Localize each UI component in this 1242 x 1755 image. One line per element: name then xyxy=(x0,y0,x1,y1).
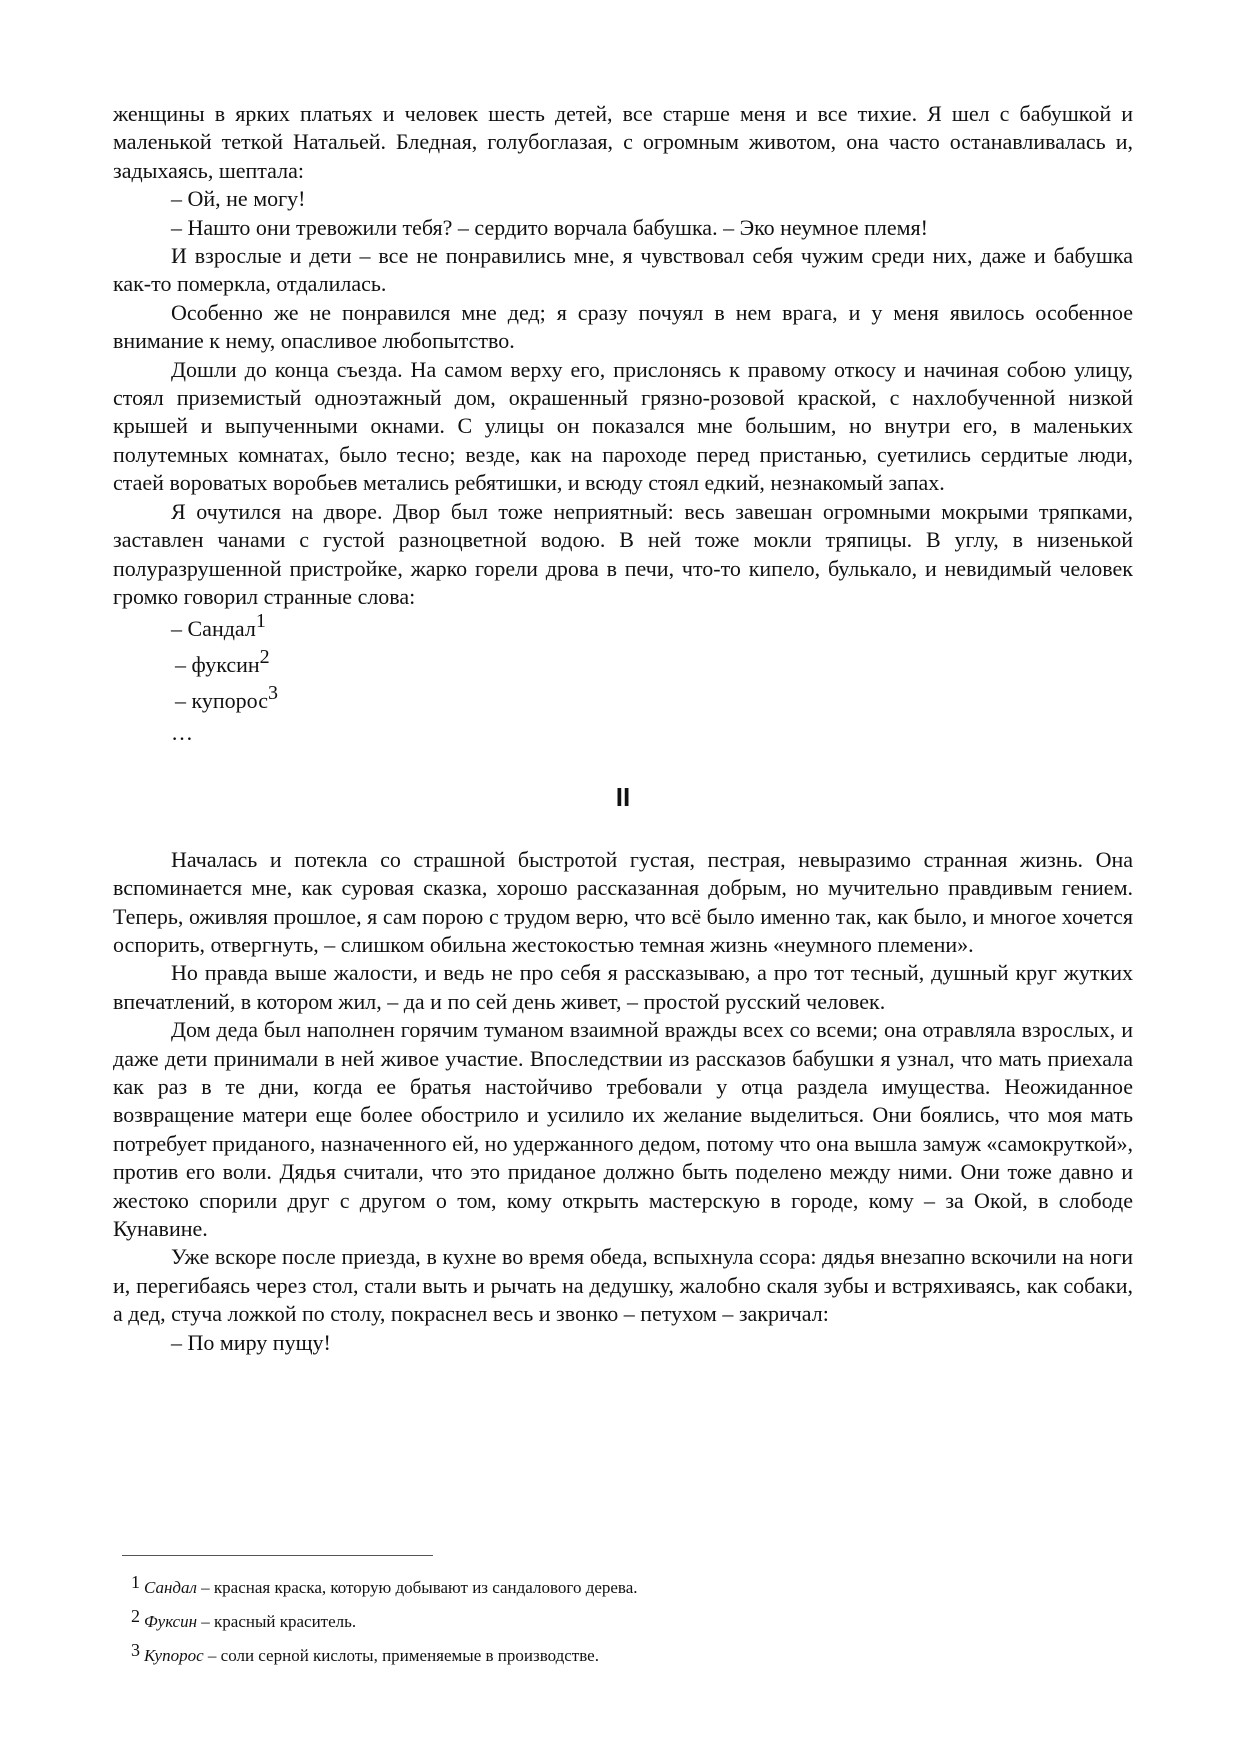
paragraph-truth-above-pity: Но правда выше жалости, и ведь не про себя я рассказываю, а про тот тесный, душный круг жутких впечатлений, в котором жил, – да и по сей день живет, – простой русский человек. xyxy=(113,960,1133,1014)
paragraph-quarrel: Уже вскоре после приезда, в кухне во время обеда, вспыхнула ссора: дядья внезапно вскочили на ноги и, перегибаясь через стол, стали выть и рычать на дедушку, жалобно скаля зубы и встряхиваясь, как собаки, а дед, стуча ложкой по столу, покраснел весь и звонко – петухом – закричал: xyxy=(113,1244,1133,1327)
footnote-term: Сандал xyxy=(144,1578,197,1597)
paragraph-house: Дошли до конца съезда. На самом верху его, прислонясь к правому откосу и начиная собою улицу, стоял приземистый одноэтажный дом, окрашенный грязно-розовой краской, с нахлобученной низкой крышей и выпученными окнами. С улицы он показался мне большим, но внутри его, в маленьких полутемных комнатах, было тесно; везде, как на пароходе перед пристанью, суетились сердитые люди, стаей вороватых воробьев метались ребятишки, и всюду стоял едкий, незнакомый запах. xyxy=(113,356,1133,496)
footnote-1 xyxy=(113,1568,1133,1602)
footnote-ref-2[interactable]: 2 xyxy=(259,646,270,669)
footnote-number: 1 xyxy=(131,1572,140,1592)
word-fuksin xyxy=(113,647,1133,683)
footnotes xyxy=(113,1555,1133,1670)
footnote-number: 3 xyxy=(131,1640,140,1660)
paragraph-yard: Я очутился на дворе. Двор был тоже неприятный: весь завешан огромными мокрыми тряпками, заставлен чанами с густой разноцветной водою. В ней тоже мокли тряпицы. В углу, в низенькой полуразрушенной пристройке, жарко горели дрова в печи, что-то кипело, булькало, и невидимый человек громко говорил странные слова: xyxy=(113,498,1133,609)
chapter-heading: II xyxy=(615,781,631,812)
main-text xyxy=(113,100,1133,1357)
footnote-ref-3[interactable]: 3 xyxy=(267,682,278,705)
ellipsis: … xyxy=(171,720,193,746)
footnote-number: 2 xyxy=(131,1606,140,1626)
footnote-3 xyxy=(113,1636,1133,1670)
footnote-text: – соли серной кислоты, применяемые в производстве. xyxy=(203,1646,599,1665)
paragraph-women-children: женщины в ярких платьях и человек шесть детей, все старше меня и все тихие. Я шел с бабушкой и маленькой теткой Натальей. Бледная, голубоглазая, с огромным животом, она часто останавливалась и, задыхаясь, шептала: xyxy=(113,101,1133,183)
paragraph-grandfather: Особенно же не понравился мне дед; я сразу почуял в нем врага, и у меня явилось особенное внимание к нему, опасливое любопытство. xyxy=(113,299,1133,354)
footnote-divider xyxy=(122,1555,433,1556)
paragraph-life-began: Началась и потекла со страшной быстротой густая, пестрая, невыразимо странная жизнь. Она вспоминается мне, как суровая сказка, хорошо рассказанная добрым, но мучительно правдивым гением. Теперь, оживляя прошлое, я сам порою с трудом верю, что всё было именно так, как было, и многое хочется оспорить, отвергнуть, – слишком обильна жестокостью темная жизнь «неумного племени». xyxy=(113,846,1133,957)
word-sandal xyxy=(113,611,1133,647)
word-kuporos xyxy=(113,683,1133,719)
dialogue-grandmother-grumbling: – Нашто они тревожили тебя? – сердито ворчала бабушка. – Эко неумное племя! xyxy=(171,214,928,240)
paragraph-adults-and-children: И взрослые и дети – все не понравились мне, я чувствовал себя чужим среди них, даже и бабушка как-то померкла, отдалилась. xyxy=(113,243,1133,297)
footnote-text: – красный краситель. xyxy=(197,1612,357,1631)
footnote-2 xyxy=(113,1602,1133,1636)
word-kuporos-text: – купорос xyxy=(175,688,268,714)
footnote-text: – красная краска, которую добывают из сандалового дерева. xyxy=(196,1578,638,1597)
word-fuksin-text: – фуксин xyxy=(175,652,260,678)
footnote-ref-1[interactable]: 1 xyxy=(255,610,266,633)
footnote-term: Фуксин xyxy=(144,1612,198,1631)
footnote-term: Купорос xyxy=(144,1646,204,1665)
dialogue-oi-ne-mogu: – Ой, не могу! xyxy=(171,186,306,212)
dialogue-po-miru-pushchu: – По миру пущу! xyxy=(171,1329,331,1355)
paragraph-grandfather-house: Дом деда был наполнен горячим туманом взаимной вражды всех со всеми; она отравляла взрослых, и даже дети принимали в ней живое участие. Впоследствии из рассказов бабушки я узнал, что мать приехала как раз в те дни, когда ее братья настойчиво требовали у отца раздела имущества. Неожиданное возвращение матери еще более обострило и усилило их желание выделиться. Они боялись, что моя мать потребует приданого, назначенного ей, но удержанного дедом, потому что она вышла замуж «самокруткой», против его воли. Дядья считали, что это приданое должно быть поделено между ними. Они тоже давно и жестоко спорили друг с другом о том, кому открыть мастерскую в городе, кому – за Окой, в слободе Кунавине. xyxy=(113,1017,1133,1241)
word-sandal-text: – Сандал xyxy=(171,616,256,642)
